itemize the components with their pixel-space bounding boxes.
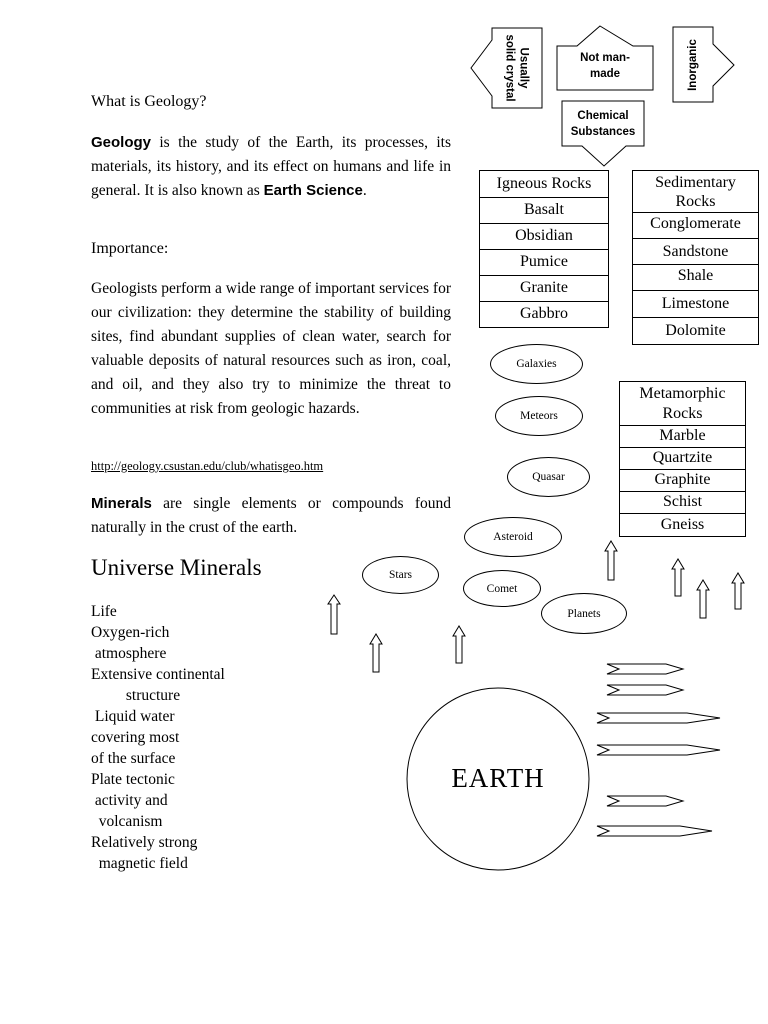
geology-definition-text: is the study of the Earth, its processes, its materials, its history, and its effect on humans and life in general. It is also known as (91, 134, 451, 199)
metamorphic-header-line-1: Metamorphic (639, 385, 726, 402)
right-arrow-text: Inorganic (687, 39, 700, 91)
sedimentary-header-line-2: Rocks (675, 193, 716, 210)
igneous-header: Igneous Rocks (480, 171, 608, 198)
chevron-arrow-4 (597, 745, 720, 755)
igneous-row: Granite (480, 276, 608, 302)
up-arrow-1 (328, 595, 340, 634)
igneous-row: Pumice (480, 250, 608, 276)
importance-paragraph: Geologists perform a wide range of important services for our civilization: they determine the stability of building sites, find abundant supplies of clean water, search for valuable deposits of natural resources such as iron, coal, and oil, and they also try to minimize the threat to communities at risk from geologic hazards. (91, 280, 451, 417)
minerals-definition-text: are single elements or compounds found naturally in the crust of the earth. (91, 495, 451, 536)
list-item: covering most (91, 729, 180, 746)
metamorphic-rocks-table (619, 381, 746, 537)
list-item: magnetic field (91, 855, 188, 872)
importance-heading: Importance: (91, 240, 169, 257)
meteors-ellipse: Meteors (495, 396, 583, 436)
comet-ellipse: Comet (463, 570, 541, 607)
up-arrow-7 (732, 573, 744, 609)
left-arrow-text-2: solid crystal (504, 34, 516, 102)
geology-term: Geology (91, 134, 152, 151)
up-arrow-6 (697, 580, 709, 618)
list-item: activity and (91, 792, 168, 809)
chevron-arrow-5 (607, 796, 683, 806)
question-heading: What is Geology? (91, 93, 207, 110)
list-item: Extensive continental (91, 666, 225, 683)
list-item: Oxygen-rich (91, 624, 170, 641)
metamorphic-row: Marble (620, 426, 745, 448)
metamorphic-row: Schist (620, 492, 745, 514)
igneous-row: Gabbro (480, 302, 608, 328)
up-arrow-5 (672, 559, 684, 596)
asteroid-ellipse: Asteroid (464, 517, 562, 557)
sedimentary-row: Shale (633, 265, 758, 291)
left-arrow-label (497, 31, 537, 105)
down-arrow-text-1: Chemical (577, 110, 629, 122)
quasar-ellipse: Quasar (507, 457, 590, 497)
metamorphic-row: Graphite (620, 470, 745, 492)
left-arrow-text-1: Usually (518, 47, 530, 89)
up-arrow-4 (605, 541, 617, 580)
up-arrow-3 (453, 626, 465, 663)
sedimentary-row: Limestone (633, 291, 758, 318)
sedimentary-header (633, 171, 758, 213)
definition-end: . (362, 182, 367, 199)
chevron-arrow-3 (597, 713, 720, 723)
list-item: volcanism (91, 813, 163, 830)
up-arrow-label (560, 50, 650, 82)
earth-science-term: Earth Science (263, 182, 363, 199)
sedimentary-row: Sandstone (633, 239, 758, 265)
metamorphic-row: Quartzite (620, 448, 745, 470)
metamorphic-row: Gneiss (620, 514, 745, 537)
chevron-arrow-1 (607, 664, 683, 674)
down-arrow-label (562, 108, 644, 140)
stars-ellipse: Stars (362, 556, 439, 594)
up-arrow-text-1: Not man- (580, 52, 630, 64)
igneous-row: Obsidian (480, 224, 608, 250)
sedimentary-header-line-1: Sedimentary (655, 174, 736, 191)
sedimentary-row: Conglomerate (633, 213, 758, 239)
up-arrow-2 (370, 634, 382, 672)
list-item: Life (91, 603, 117, 620)
right-arrow-label (673, 30, 713, 100)
galaxies-ellipse: Galaxies (490, 344, 583, 384)
sedimentary-rocks-table (632, 170, 759, 345)
metamorphic-header-line-2: Rocks (662, 405, 703, 422)
list-item: Liquid water (91, 708, 175, 725)
list-item: Plate tectonic (91, 771, 175, 788)
universe-minerals-title: Universe Minerals (91, 555, 262, 580)
metamorphic-header (620, 382, 745, 426)
up-arrow-text-2: made (589, 68, 621, 80)
planets-ellipse: Planets (541, 593, 627, 634)
sedimentary-row: Dolomite (633, 318, 758, 345)
source-link[interactable]: http://geology.csustan.edu/club/whatisgeo.htm (91, 459, 324, 473)
chevron-arrow-2 (607, 685, 683, 695)
igneous-rocks-table (479, 170, 609, 328)
list-item: of the surface (91, 750, 176, 767)
chevron-arrow-6 (597, 826, 712, 836)
list-item: Relatively strong (91, 834, 198, 851)
list-item: atmosphere (91, 645, 167, 662)
earth-label: EARTH (451, 763, 545, 793)
igneous-row: Basalt (480, 198, 608, 224)
list-item: structure (91, 687, 181, 704)
down-arrow-text-2: Substances (570, 126, 636, 138)
minerals-term: Minerals (91, 495, 152, 512)
